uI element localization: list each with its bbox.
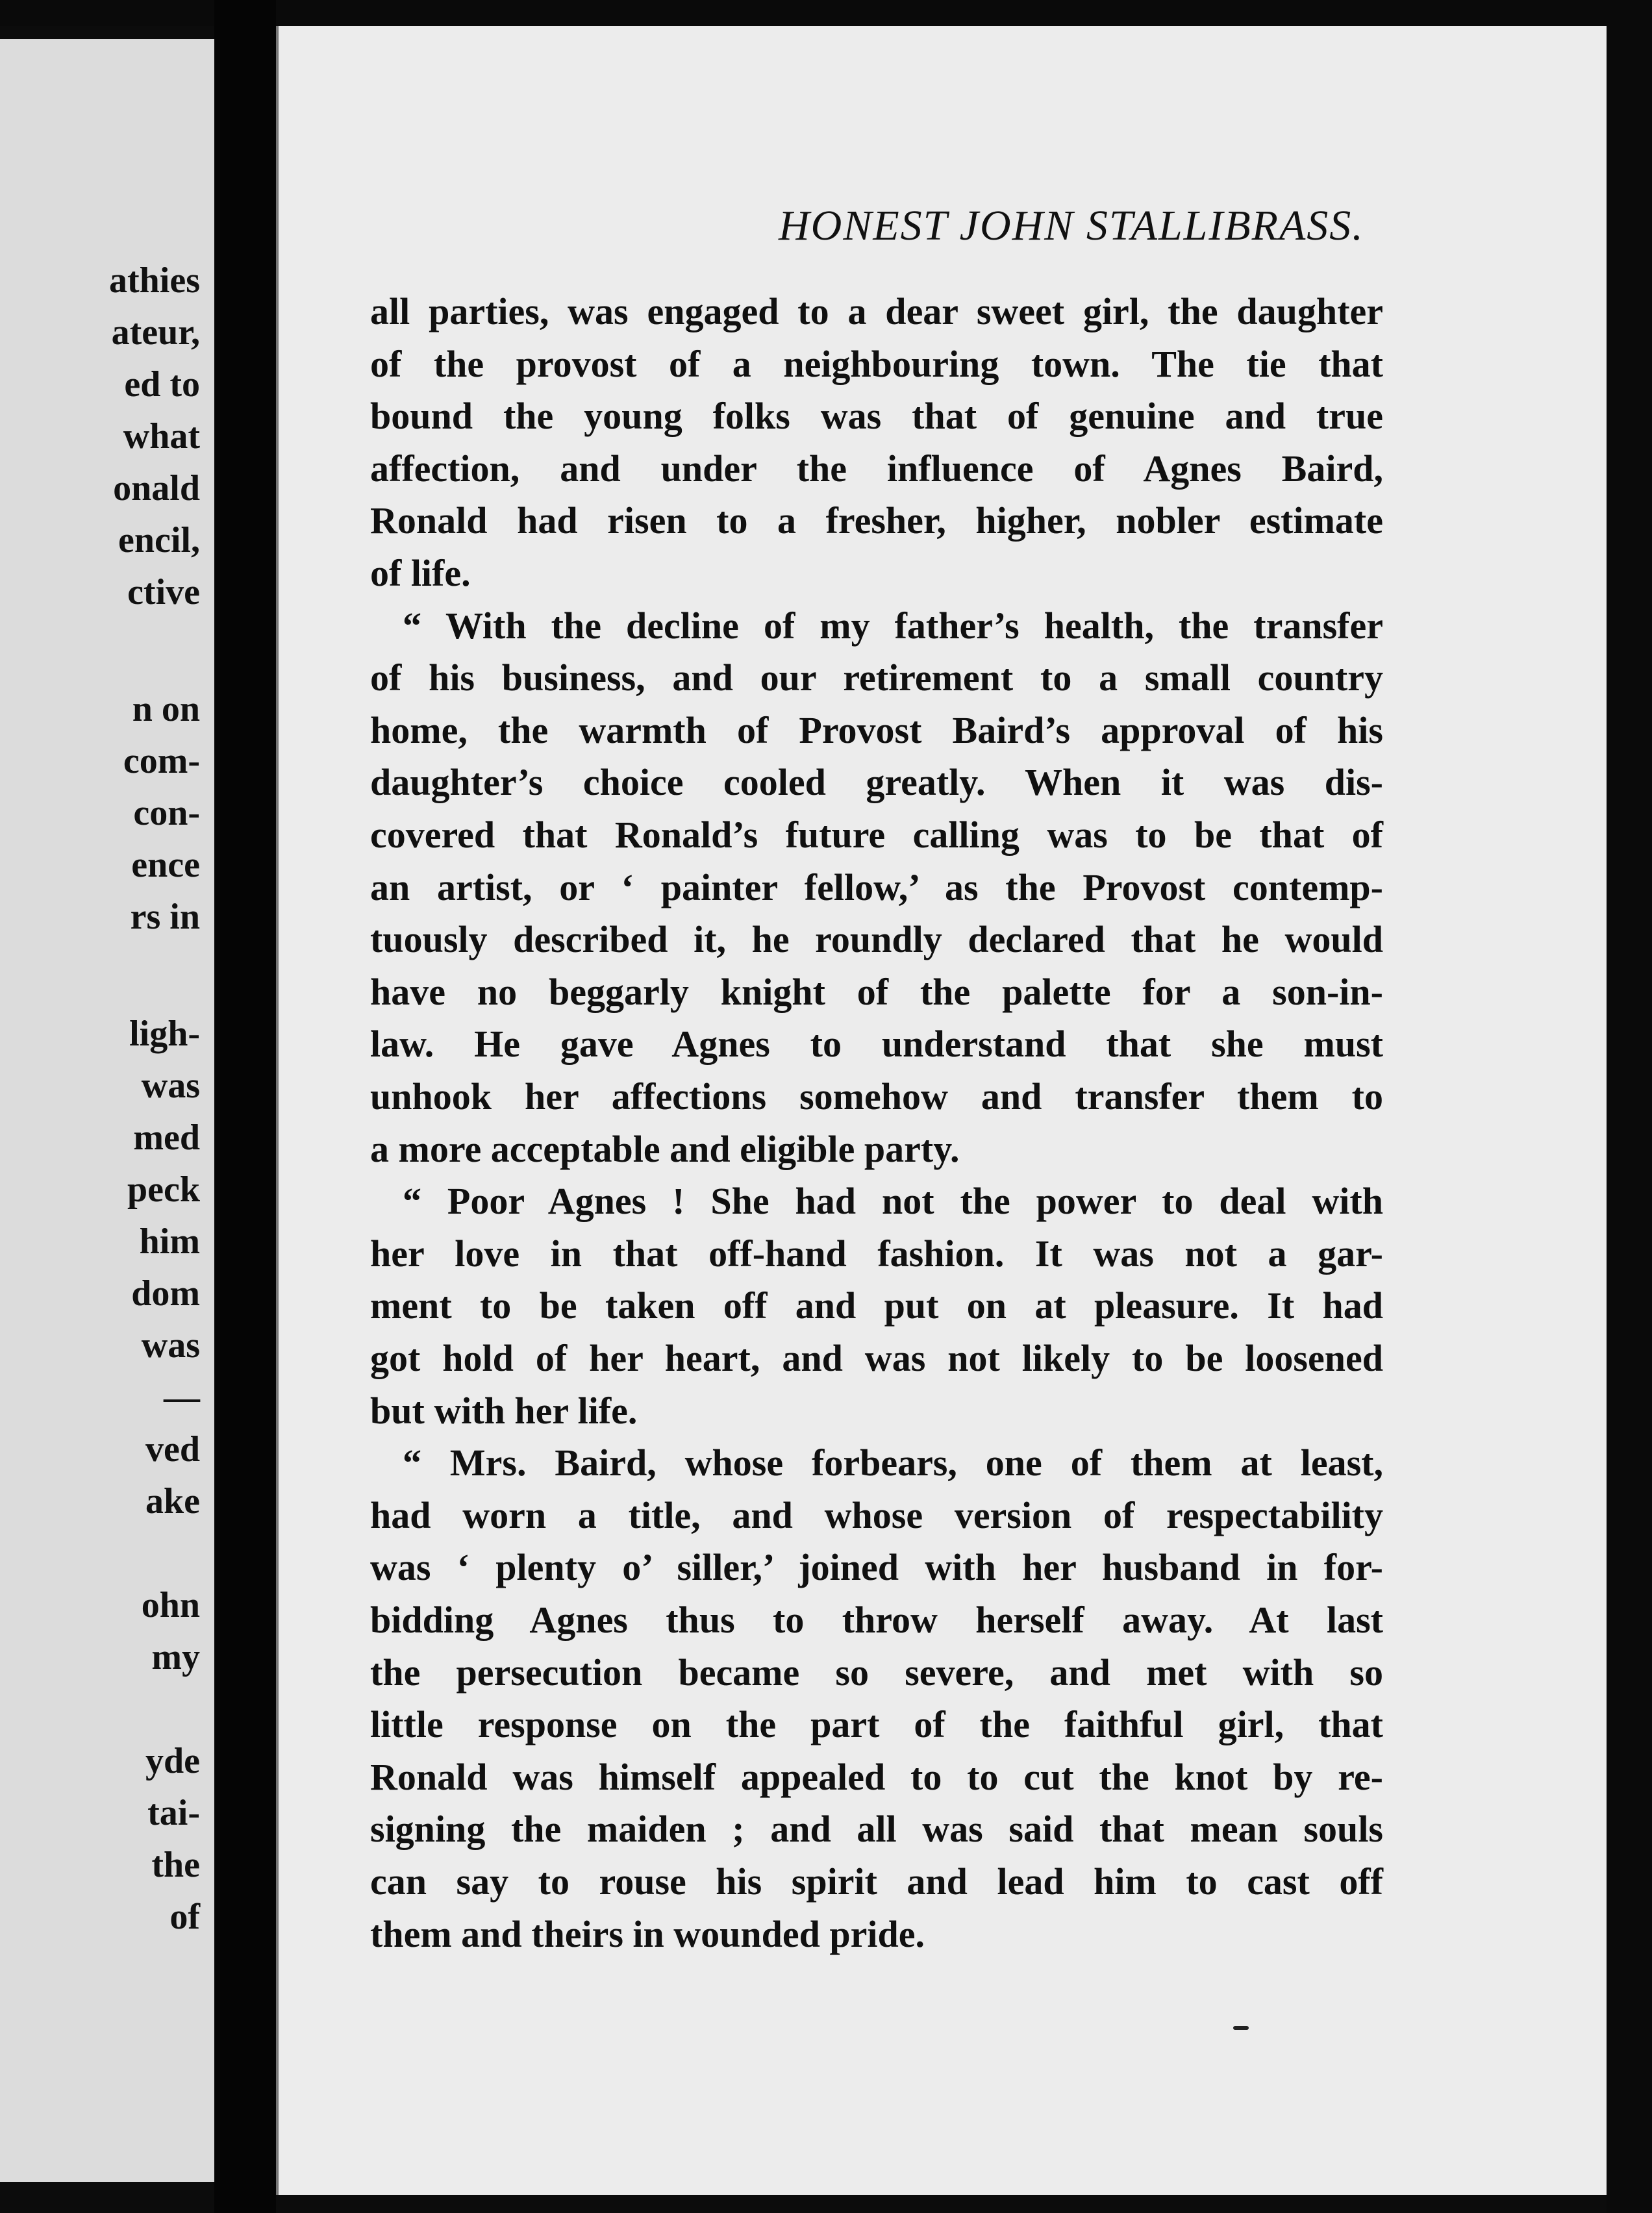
text-line: daughter’s choice cooled greatly. When it was dis- [370,761,1383,804]
text-line: had worn a title, and whose version of respectability [370,1494,1383,1536]
facing-page-line: com- [123,741,200,781]
facing-page-line: encil, [118,520,200,560]
running-title: HONEST JOHN STALLIBRASS. [779,202,1364,249]
text-line: bidding Agnes thus to throw herself away. At last [370,1599,1383,1641]
facing-page-line: ligh- [129,1014,200,1054]
facing-page-line: peck [127,1169,200,1210]
text-line: of the provost of a neighbouring town. The tie that [370,342,1383,385]
facing-page-line: him [139,1221,200,1262]
text-line: bound the young folks was that of genuine and true [370,395,1383,438]
facing-page-line: onald [113,468,200,508]
text-line: all parties, was engaged to a dear sweet girl, the daughter [370,290,1383,332]
text-line: her love in that off-hand fashion. It was not a gar- [370,1232,1383,1275]
text-line: an artist, or ‘ painter fellow,’ as the Provost contemp- [370,866,1383,908]
facing-page-line: of [169,1897,200,1937]
text-line: have no beggarly knight of the palette for a son-in- [370,970,1383,1013]
facing-page-line: athies [109,260,200,301]
text-line: home, the warmth of Provost Baird’s approval of his [370,708,1383,751]
text-line: them and theirs in wounded pride. [370,1912,925,1955]
facing-page-line: ateur, [111,312,200,353]
facing-page-line: — [164,1377,200,1418]
facing-page-line: rs in [130,897,200,937]
text-line: little response on the part of the faithful girl, that [370,1703,1383,1746]
text-line: ment to be taken off and put on at pleasure. It had [370,1284,1383,1327]
text-line: “ Poor Agnes ! She had not the power to deal with [403,1180,1383,1223]
text-line: law. He gave Agnes to understand that she must [370,1023,1383,1066]
text-line: of his business, and our retirement to a small country [370,656,1383,699]
facing-page-line: ed to [124,364,200,405]
text-line: unhook her affections somehow and transfer them to [370,1075,1383,1118]
facing-page-line: ohn [141,1585,200,1625]
text-line: “ Mrs. Baird, whose forbears, one of them at least, [403,1442,1383,1484]
facing-page-line: med [133,1118,200,1158]
text-line: of life. [370,552,471,594]
facing-page-line: was [141,1325,200,1366]
text-line: affection, and under the influence of Agnes Baird, [370,447,1383,490]
text-line: got hold of her heart, and was not likely to be loosened [370,1337,1383,1379]
facing-page-line: yde [145,1741,200,1781]
text-line: can say to rouse his spirit and lead him to cast off [370,1860,1383,1903]
text-line: tuously described it, he roundly declared that he would [370,918,1383,961]
text-line: but with her life. [370,1389,638,1432]
text-line: a more acceptable and eligible party. [370,1127,960,1170]
text-line: Ronald was himself appealed to to cut the knot by re- [370,1755,1383,1798]
facing-page-line: my [151,1637,200,1677]
facing-page-line: the [151,1845,200,1885]
facing-page-line: ence [131,845,200,885]
facing-page-line: n on [132,689,200,729]
facing-page-line: ctive [127,572,200,612]
text-line: signing the maiden ; and all was said that mean souls [370,1808,1383,1851]
text-line: was ‘ plenty o’ siller,’ joined with her husband in for- [370,1546,1383,1589]
text-line: Ronald had risen to a fresher, higher, nobler estimate [370,499,1383,542]
facing-page-line: what [123,416,200,456]
facing-page-line: was [141,1066,200,1106]
facing-page-line: tai- [147,1793,200,1833]
facing-page-line: ved [145,1429,200,1469]
text-line: the persecution became so severe, and met with so [370,1651,1383,1694]
text-line: “ With the decline of my father’s health, the transfer [403,604,1383,647]
text-line: covered that Ronald’s future calling was to be that of [370,814,1383,856]
scan-right-edge [1607,0,1652,2213]
facing-page-line: con- [133,793,200,833]
facing-page-line: dom [131,1273,200,1314]
facing-page-line: ake [145,1481,200,1521]
